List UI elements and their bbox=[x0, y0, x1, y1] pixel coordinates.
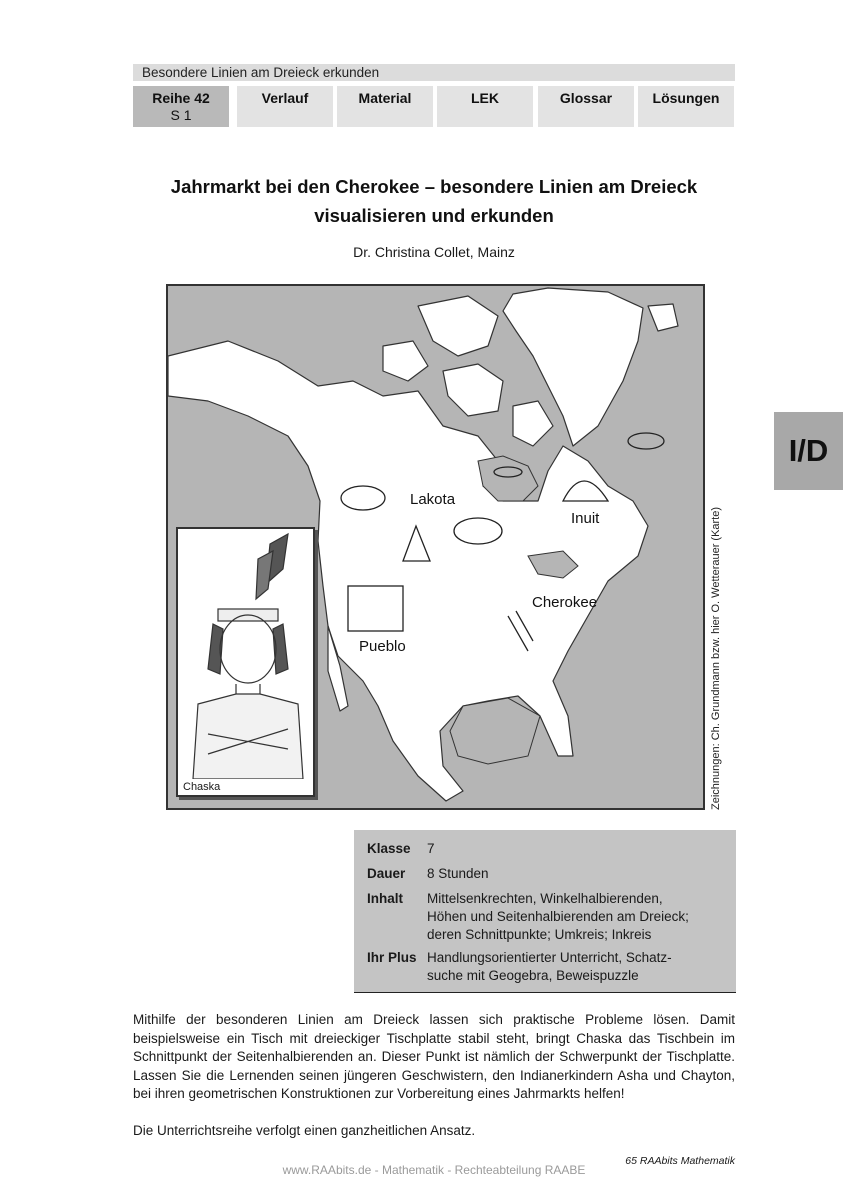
gulf-of-mexico-shape bbox=[450, 698, 540, 764]
info-value-line: Mittelsenkrechten, Winkelhalbierenden, bbox=[427, 891, 663, 906]
arctic-island-shape bbox=[648, 304, 678, 331]
tab-reihe[interactable] bbox=[133, 86, 229, 127]
tab-verlauf[interactable] bbox=[237, 86, 333, 127]
info-value-line: Handlungsorientierter Unterricht, Schatz- bbox=[427, 950, 672, 965]
approach-paragraph: Die Unterrichtsreihe verfolgt einen ganzheitlichen Ansatz. bbox=[133, 1123, 476, 1138]
arctic-island-shape bbox=[383, 341, 428, 381]
portrait-caption: Chaska bbox=[183, 781, 221, 793]
series-title: Besondere Linien am Dreieck erkunden bbox=[142, 65, 380, 80]
seal-drawing bbox=[628, 433, 664, 449]
info-key: Klasse bbox=[367, 841, 411, 856]
title-line-1: Jahrmarkt bei den Cherokee – besondere Linien am Dreieck bbox=[170, 176, 698, 197]
chaska-portrait bbox=[176, 527, 315, 797]
info-key: Inhalt bbox=[367, 891, 403, 906]
footer-watermark: www.RAAbits.de - Mathematik - Rechteabteilung RAABE bbox=[282, 1163, 586, 1177]
info-key: Ihr Plus bbox=[367, 950, 417, 965]
tab-lek[interactable] bbox=[437, 86, 533, 127]
tab-verlauf-label: Verlauf bbox=[261, 90, 309, 106]
tab-material[interactable] bbox=[337, 86, 433, 127]
info-value-line: Höhen und Seitenhalbierenden am Dreieck; bbox=[427, 909, 689, 924]
tab-glossar[interactable] bbox=[538, 86, 634, 127]
info-value: 8 Stunden bbox=[427, 866, 489, 881]
info-box bbox=[354, 830, 736, 993]
info-value: 7 bbox=[427, 841, 435, 856]
map-label-lakota: Lakota bbox=[410, 491, 456, 508]
info-value-line: deren Schnittpunkte; Umkreis; Inkreis bbox=[427, 927, 652, 942]
map-label-cherokee: Cherokee bbox=[532, 594, 598, 611]
map-label-inuit: Inuit bbox=[571, 510, 600, 527]
section-side-tab: I/D bbox=[774, 412, 843, 490]
section-nav bbox=[133, 86, 735, 127]
info-value bbox=[427, 890, 727, 944]
title-line-2: visualisieren und erkunden bbox=[314, 205, 554, 226]
page-title bbox=[133, 172, 735, 230]
intro-paragraph: Mithilfe der besonderen Linien am Dreieck lassen sich praktische Probleme lösen. Damit beispielsweise ein Tisch mit dreieckiger Tischplatte stabil steht, bringt Chaska das Tischbein im Schnittpunkt der Seitenhalbierenden an. Dieser Punkt ist nämlich der Schwerpunkt der Tischplatte. Lassen Sie die Lernenden seinen jüngeren Geschwistern, den Indianerkindern Asha und Chayton, bei ihren geometrischen Konstruktionen zur Vorbereitung eines Jahrmarkts helfen! bbox=[133, 1012, 735, 1102]
footer-publication: 65 RAAbits Mathematik bbox=[625, 1155, 735, 1167]
tab-reihe-page: S 1 bbox=[170, 107, 192, 123]
tab-lek-label: LEK bbox=[471, 90, 499, 106]
tab-loesungen[interactable] bbox=[638, 86, 734, 127]
series-title-bar bbox=[133, 64, 735, 81]
arctic-island-shape bbox=[443, 364, 503, 416]
info-value-line: suche mit Geogebra, Beweispuzzle bbox=[427, 968, 639, 983]
illustration-credit: Zeichnungen: Ch. Grundmann bzw. hier O. Wetterauer (Karte) bbox=[710, 506, 722, 810]
info-key: Dauer bbox=[367, 866, 406, 881]
chaska-drawing bbox=[178, 529, 313, 779]
tab-loesungen-label: Lösungen bbox=[652, 90, 720, 106]
info-value bbox=[427, 949, 727, 985]
tab-material-label: Material bbox=[358, 90, 412, 106]
arctic-island-shape bbox=[418, 296, 498, 356]
author: Dr. Christina Collet, Mainz bbox=[353, 244, 515, 260]
map-label-pueblo: Pueblo bbox=[359, 638, 406, 655]
tab-reihe-label: Reihe 42 bbox=[152, 90, 210, 106]
arctic-island-shape bbox=[513, 401, 553, 446]
tab-glossar-label: Glossar bbox=[559, 90, 613, 106]
